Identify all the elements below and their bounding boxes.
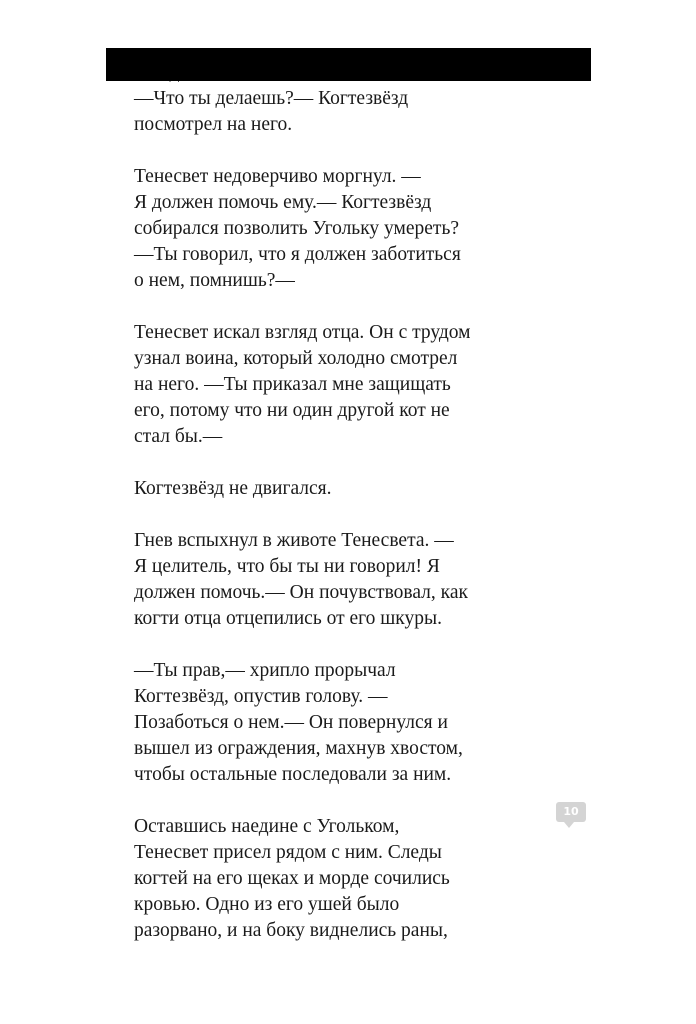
text-line: на него. —Ты приказал мне защищать: [134, 374, 451, 395]
text-line: —Ты говорил, что я должен заботиться: [134, 244, 461, 265]
text-line: кровью. Одно из его ушей было: [134, 894, 400, 915]
text-line: Тенесвет искал взгляд отца. Он с трудом: [134, 322, 471, 343]
text-line: Я целитель, что бы ты ни говорил! Я: [134, 556, 440, 577]
paragraph: [134, 164, 574, 294]
text-line: чтобы остальные последовали за ним.: [134, 764, 452, 785]
text-line: —Ты прав,— хрипло прорычал: [134, 660, 396, 681]
document-body: [134, 60, 574, 970]
text-line: собирался позволить Угольку умереть?: [134, 218, 459, 239]
text-line: должен помочь.— Он почувствовал, как: [134, 582, 468, 603]
paragraph: [134, 528, 574, 632]
page-number-badge: 10: [556, 802, 586, 822]
paragraph: [134, 658, 574, 788]
paragraph: [134, 814, 574, 944]
text-line: вышел из ограждения, махнув хвостом,: [134, 738, 463, 759]
text-line: —Что ты делаешь?— Когтезвёзд: [134, 88, 409, 109]
text-line: Гнев вспыхнул в животе Тенесвета. —: [134, 530, 454, 551]
text-line: Тенесвет недоверчиво моргнул. —: [134, 166, 421, 187]
paragraph: [134, 476, 574, 502]
text-line: Я должен помочь ему.— Когтезвёзд: [134, 192, 432, 213]
text-line: Когтезвёзд не двигался.: [134, 478, 332, 499]
text-line: узнал воина, который холодно смотрел: [134, 348, 458, 369]
redaction-bar: [106, 48, 591, 81]
text-line: о нем, помнишь?—: [134, 270, 295, 291]
text-line: когтей на его щеках и морде сочились: [134, 868, 450, 889]
text-line: разорвано, и на боку виднелись раны,: [134, 920, 448, 941]
text-line: Позаботься о нем.— Он повернулся и: [134, 712, 448, 733]
text-line: Когтезвёзд, опустив голову. —: [134, 686, 388, 707]
text-line: Оставшись наедине с Угольком,: [134, 816, 400, 837]
text-line: его, потому что ни один другой кот не: [134, 400, 450, 421]
paragraph: [134, 320, 574, 450]
text-line: посмотрел на него.: [134, 114, 293, 135]
text-line: Тенесвет присел рядом с ним. Следы: [134, 842, 442, 863]
text-line: стал бы.—: [134, 426, 223, 447]
paragraph: [134, 86, 574, 138]
text-line: когти отца отцепились от его шкуры.: [134, 608, 442, 629]
